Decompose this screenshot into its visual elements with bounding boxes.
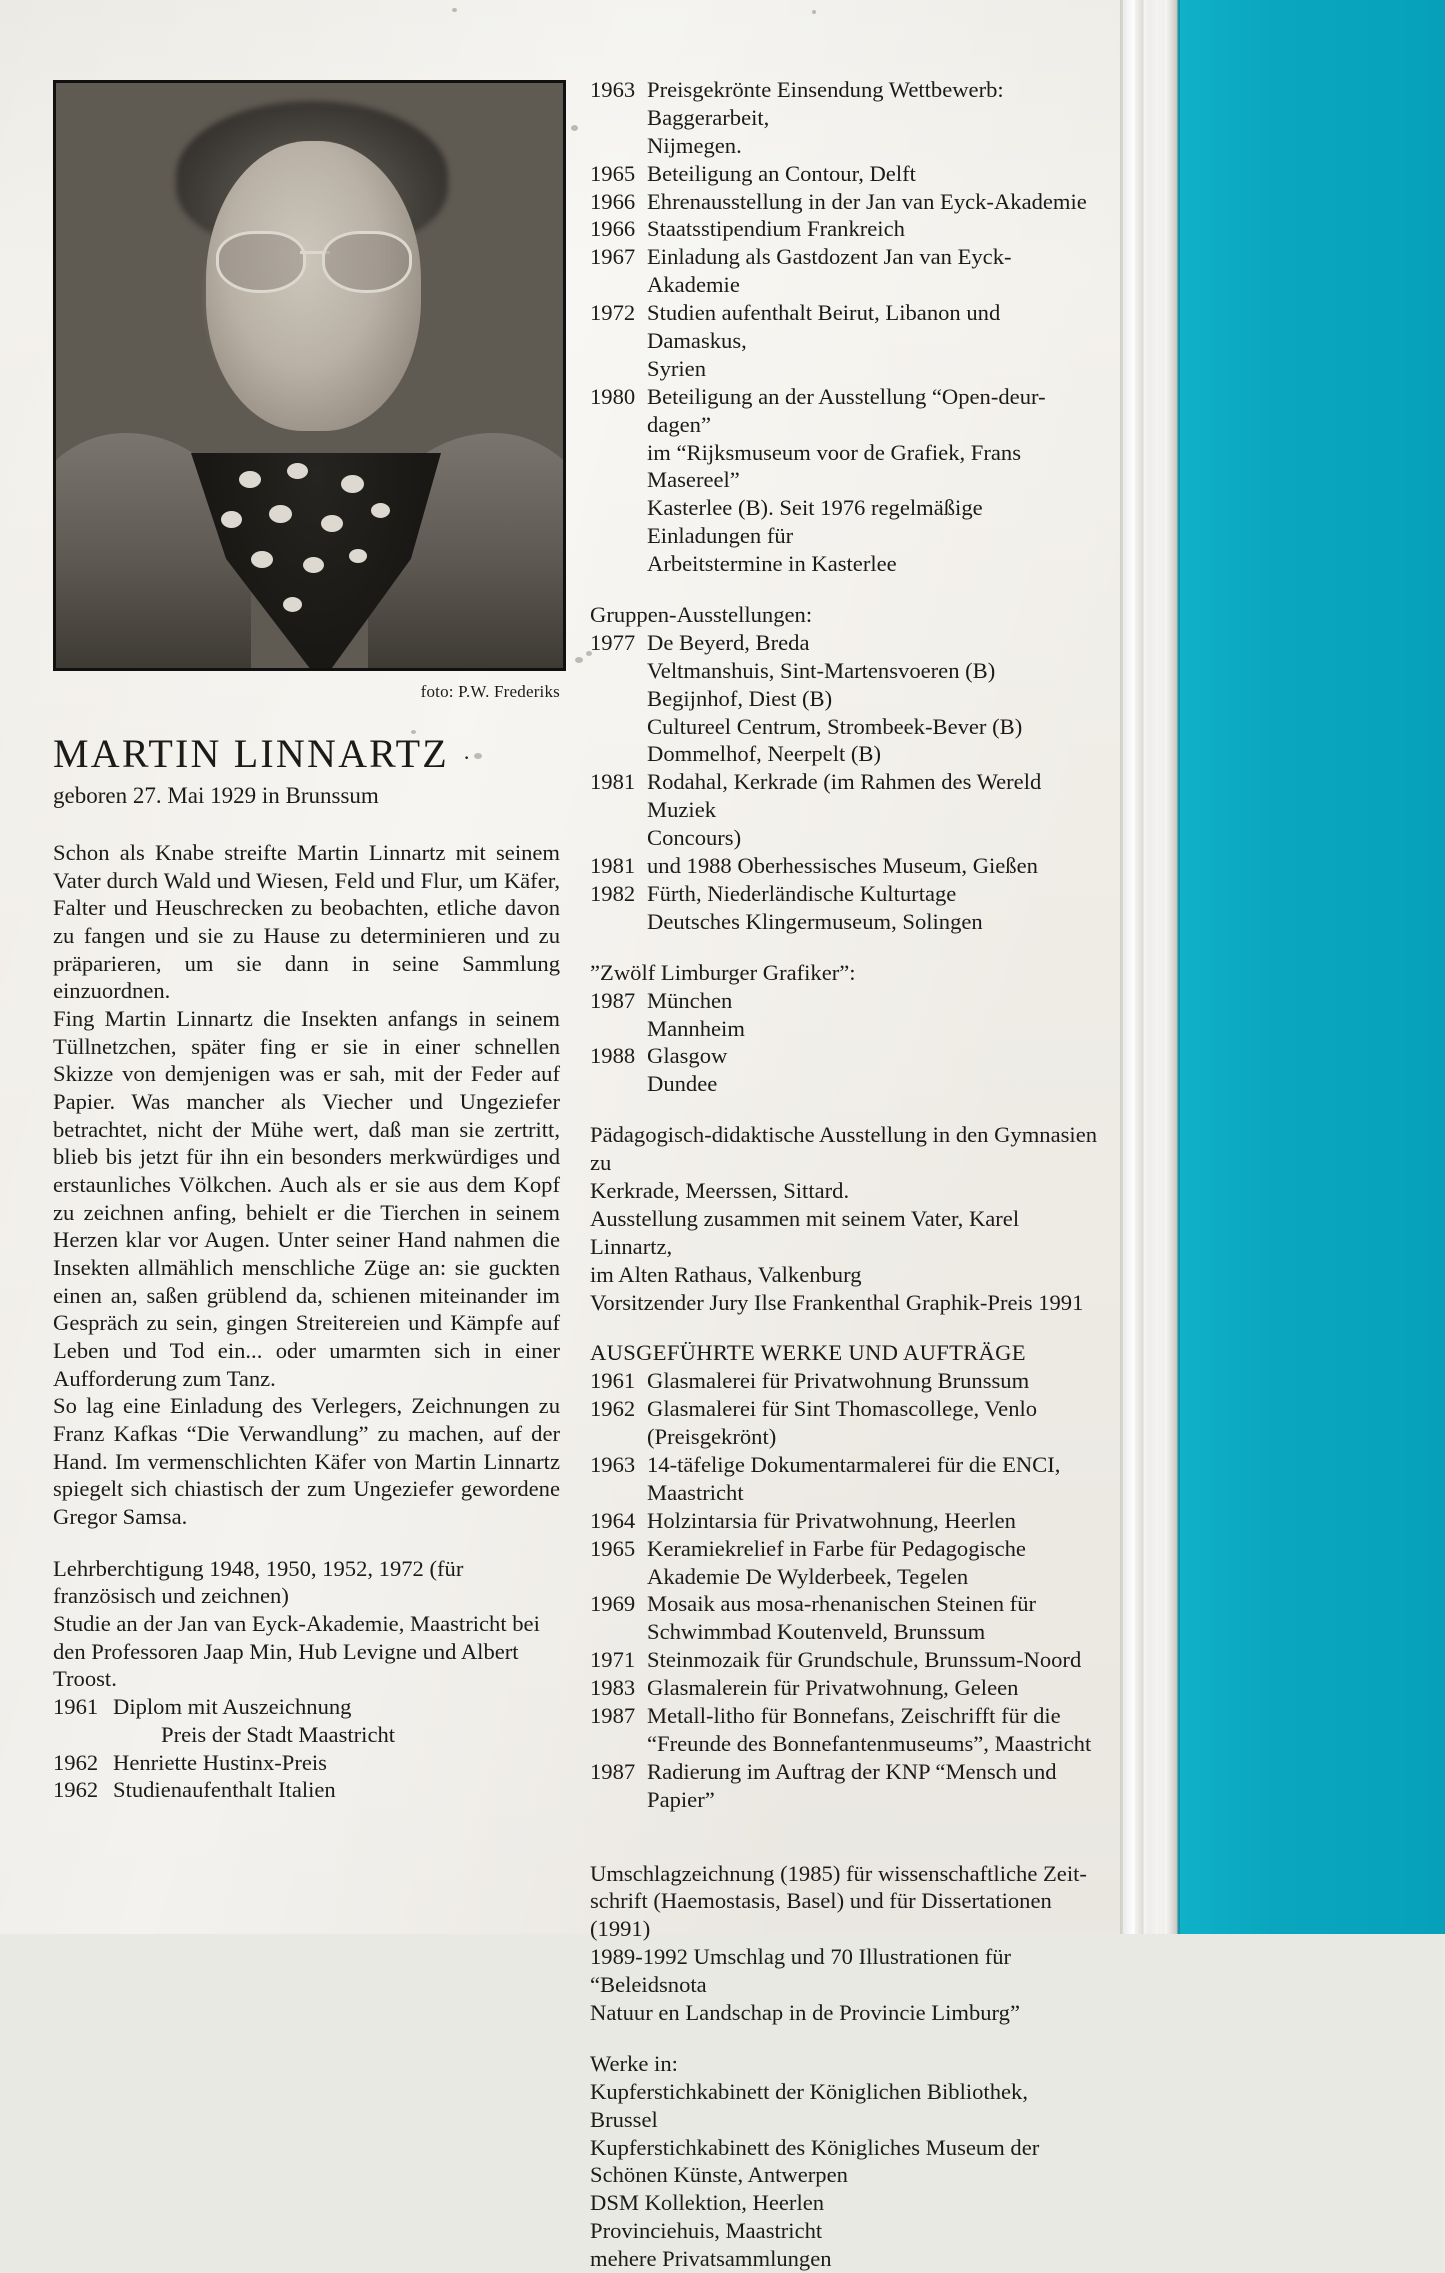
misc-exhibitions-block [590,1121,1098,1316]
work-entry [590,1758,1098,1814]
education-entry [53,1721,560,1749]
lens-left [216,231,306,293]
entry-year: 1971 [590,1647,636,1673]
entry-text: Studienaufenthalt Italien [113,1777,336,1803]
artist-birth-line: geboren 27. Mai 1929 in Brunssum [53,783,379,808]
entry-text: Dundee [647,1071,718,1097]
cover-drawings-block [590,1860,1098,2027]
entry-text: Glasmalerei für Privatwohnung Brunssum [647,1368,1030,1394]
work-entry [590,1590,1098,1618]
work-entry [590,1535,1098,1563]
award-entry [590,76,1098,132]
work-entry [590,1702,1098,1730]
entry-year: 1983 [590,1675,636,1701]
entry-text: Radierung im Auftrag der KNP “Mensch und Papier” [647,1758,1057,1812]
award-entry [590,188,1098,216]
entry-text: Begijnhof, Diest (B) [647,685,833,711]
entry-year: 1981 [590,769,636,795]
paper-speck [452,8,457,12]
section-gap [590,936,1098,959]
misc-line: Pädagogisch-didaktische Ausstellung in den Gymnasien zu [590,1122,1098,1176]
education-line: Studie an der Jan van Eyck-Akademie, Maastricht bei den Professoren Jaap Min, Hub Levigne und Albert Troost. [53,1611,540,1692]
biography-text [53,839,560,1531]
entry-text: Preisgekrönte Einsendung Wettbewerb: Baggerarbeit, [647,77,1004,130]
cover-line: schrift (Haemostasis, Basel) und für Dissertationen (1991) [590,1888,1052,1942]
entry-year: 1969 [590,1591,636,1617]
biography-paragraph: So lag eine Einladung des Verlegers, Zeichnungen zu Franz Kafkas “Die Verwandlung” zu machen, auf der Hand. Im vermenschlichten Käfer von Martin Linnartz spiegelt sich chiastisch der zum Ungeziefer gewordene Gregor Samsa. [53,1393,560,1530]
zwolf-entry [590,987,1098,1015]
entry-text: Schwimmbad Koutenveld, Brunssum [647,1619,986,1645]
entry-text: 14-täfelige Dokumentarmalerei für die ENCI, [647,1451,1061,1477]
entry-text: Nijmegen. [647,132,742,158]
misc-line: im Alten Rathaus, Valkenburg [590,1261,862,1287]
collections-section [590,2050,1098,2273]
lens-right [322,231,412,293]
entry-text: Diplom mit Auszeichnung [113,1694,352,1720]
entry-year: 1988 [590,1043,636,1069]
award-entry [590,383,1098,439]
zwolf-entry [590,1042,1098,1070]
group-entry [590,768,1098,824]
section-gap [590,1814,1098,1860]
left-column [53,80,560,1804]
group-entry [590,629,1098,657]
collection-item: mehere Privatsammlungen [590,2246,832,2272]
section-gap [590,2027,1098,2050]
works-section [590,1339,1098,1813]
entry-year: 1977 [590,629,636,655]
entry-text: Deutsches Klingermuseum, Solingen [647,908,983,934]
entry-year: 1982 [590,880,636,906]
entry-text: Steinmozaik für Grundschule, Brunssum-Noord [647,1647,1082,1673]
entry-text: und 1988 Oberhessisches Museum, Gießen [647,853,1038,879]
entry-text: im “Rijksmuseum voor de Grafiek, Frans Masereel” [647,439,1021,493]
entry-text: Dommelhof, Neerpelt (B) [647,741,882,767]
collection-item: Provinciehuis, Maastricht [590,2218,823,2244]
group-exhibitions-heading: Gruppen-Ausstellungen: [590,602,813,628]
page-edge-shadow [1120,0,1180,1934]
cover-line: Umschlagzeichnung (1985) für wissenschaftliche Zeit- [590,1860,1087,1886]
entry-text: Glasmalerei für Sint Thomascollege, Venlo [647,1396,1038,1422]
entry-year: 1981 [590,853,636,879]
biography-paragraph: Schon als Knabe streifte Martin Linnartz mit seinem Vater durch Wald und Wiesen, Feld und Flur, um Käfer, Falter und Heuschrecken zu beobachten, etliche davon zu fangen und sie zu Hause zu determinieren und zu präparieren, um sie dann in seine Sammlung einzuordnen. [53,840,560,1004]
entry-year: 1965 [590,160,636,186]
entry-text: Ehrenausstellung in der Jan van Eyck-Akademie [647,188,1087,214]
misc-line: Kerkrade, Meerssen, Sittard. [590,1177,850,1203]
collection-item: Kupferstichkabinett des Königliches Museum der [590,2134,1040,2160]
cover-line: 1989-1992 Umschlag und 70 Illustrationen für “Beleidsnota [590,1944,1012,1998]
entry-year: 1965 [590,1535,636,1561]
work-entry [590,1451,1098,1479]
entry-year: 1966 [590,188,636,214]
section-gap [590,1316,1098,1339]
entry-year: 1964 [590,1507,636,1533]
entry-text: Rodahal, Kerkrade (im Rahmen des Wereld Muziek [647,769,1042,823]
paper-speck [812,10,816,14]
work-entry [590,1507,1098,1535]
entry-text: Henriette Hustinx-Preis [113,1749,327,1775]
entry-year: 1967 [590,244,636,270]
section-gap [590,578,1098,601]
right-column [590,76,1098,2273]
entry-text: Maastricht [647,1479,744,1505]
entry-text: (Preisgekrönt) [647,1424,777,1450]
entry-text: De Beyerd, Breda [647,629,810,655]
cover-line: Natuur en Landschap in de Provincie Limburg” [590,2000,1020,2025]
paper-speck [575,657,583,663]
page-title [53,730,560,777]
collections-heading: Werke in: [590,2050,678,2076]
portrait-image [56,83,563,668]
entry-text: Metall-litho für Bonnefans, Zeischrifft für die [647,1702,1061,1728]
section-gap [590,1098,1098,1121]
entry-text: Cultureel Centrum, Strombeek-Bever (B) [647,713,1023,739]
entry-text: Veltmanshuis, Sint-Martensvoeren (B) [647,657,996,683]
entry-text: Concours) [647,825,742,851]
education-entry [53,1776,560,1804]
entry-text: Akademie De Wylderbeek, Tegelen [647,1563,969,1589]
entry-text: Mannheim [647,1015,745,1041]
award-entry [590,160,1098,188]
entry-year: 1980 [590,383,636,409]
award-entry [590,215,1098,243]
award-entry [590,299,1098,355]
group-entry [590,852,1098,880]
entry-year: 1963 [590,1451,636,1477]
zwolf-section [590,959,1098,1098]
group-exhibitions-section [590,601,1098,936]
work-entry [590,1646,1098,1674]
photo-credit: foto: P.W. Frederiks [420,682,560,701]
portrait-photo [53,80,566,671]
misc-line: Vorsitzender Jury Ilse Frankenthal Graphik-Preis 1991 [590,1289,1084,1315]
entry-text: Preis der Stadt Maastricht [161,1721,396,1747]
collection-item: Schönen Künste, Antwerpen [590,2162,848,2188]
entry-text: Arbeitstermine in Kasterlee [647,551,897,577]
education-entry [53,1693,560,1721]
teal-edge-band [1120,0,1445,1934]
eyeglasses-icon [216,231,412,289]
teal-band-inner [1180,0,1445,1934]
award-entry [590,243,1098,299]
paper-speck [571,125,578,131]
group-entry [590,880,1098,908]
work-entry [590,1367,1098,1395]
biography-paragraph: Fing Martin Linnartz die Insekten anfangs in seinem Tüllnetzchen, später fing er sie in einer schnellen Skizze von demjenigen was er sah, mit der Feder auf Papier. Was mancher als Viecher und Ungeziefer betrachtet, nicht der Mühe wert, daß man sie zertritt, blieb bis jetzt für ihn ein besonders merkwürdiges und erstaunliches Völkchen. Auch als er sie aus dem Kopf zu zeichnen anfing, behielt er die Tierchen in seinem Herzen klar vor Augen. Unter seiner Hand nahmen die Insekten allmählich menschliche Züge an: sie guckten einen an, saßen grüblend da, schienen miteinander im Gespräch zu sein, gingen Streitereien und Kämpfe auf Leben und Tod ein... oder umarmten sich in einer Aufforderung zum Tanz. [53,1006,560,1391]
entry-year: 1962 [53,1777,99,1803]
entry-text: Mosaik aus mosa-rhenanischen Steinen für [647,1591,1037,1617]
work-entry [590,1674,1098,1702]
artist-name-text: MARTIN LINNARTZ [53,731,449,776]
entry-text: Studien aufenthalt Beirut, Libanon und Damaskus, [647,300,1001,354]
work-entry [590,1395,1098,1423]
entry-text: Keramiekrelief in Farbe für Pedagogische [647,1535,1026,1561]
entry-year: 1987 [590,1758,636,1784]
entry-text: Beteiligung an der Ausstellung “Open-deur-dagen” [647,383,1046,437]
entry-text: Glasgow [647,1043,728,1069]
misc-line: Ausstellung zusammen mit seinem Vater, Karel Linnartz, [590,1205,1020,1259]
collection-item: DSM Kollektion, Heerlen [590,2190,825,2216]
education-entry [53,1749,560,1777]
education-entry-list [53,1693,560,1804]
entry-year: 1987 [590,987,636,1013]
education-line: Lehrberchtigung 1948, 1950, 1952, 1972 (für französisch und zeichnen) [53,1555,464,1609]
entry-year: 1962 [590,1396,636,1422]
entry-text: Glasmalerein für Privatwohnung, Geleen [647,1675,1019,1701]
entry-text: Staatsstipendium Frankreich [647,216,905,242]
entry-text: Fürth, Niederländische Kulturtage [647,880,957,906]
zwolf-heading: ”Zwölf Limburger Grafiker”: [590,959,856,985]
entry-year: 1987 [590,1702,636,1728]
entry-text: Holzintarsia für Privatwohnung, Heerlen [647,1507,1016,1533]
entry-text: Einladung als Gastdozent Jan van Eyck-Akademie [647,244,1012,298]
entry-year: 1966 [590,216,636,242]
name-dot-mark: · [462,744,473,770]
entry-year [53,1721,113,1749]
entry-text: Syrien [647,355,706,381]
entry-text: Beteiligung an Contour, Delft [647,160,916,186]
entry-text: “Freunde des Bonnefantenmuseums”, Maastricht [647,1730,1092,1756]
entry-year: 1961 [53,1694,99,1720]
education-text [53,1555,560,1804]
works-heading: AUSGEFÜHRTE WERKE UND AUFTRÄGE [590,1340,1026,1366]
entry-year: 1961 [590,1368,636,1394]
awards-list [590,76,1098,578]
entry-year: 1972 [590,300,636,326]
entry-text: Kasterlee (B). Seit 1976 regelmäßige Einladungen für [647,495,983,549]
entry-year: 1962 [53,1749,99,1775]
entry-year: 1963 [590,77,636,102]
collection-item: Kupferstichkabinett der Königlichen Bibliothek, Brussel [590,2078,1028,2132]
entry-text: München [647,987,733,1013]
